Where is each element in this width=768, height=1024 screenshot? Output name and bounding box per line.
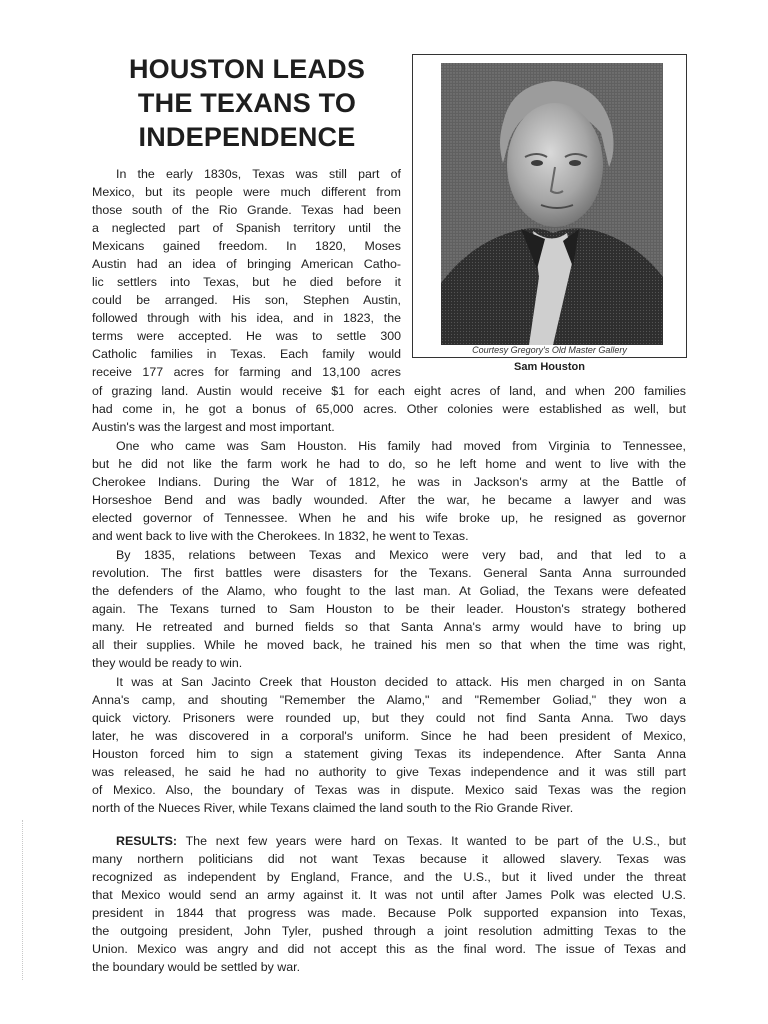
text-line: had come in, he got a bonus of 65,000 acres. Other colonies were established as well, but xyxy=(92,402,686,416)
text-line: It was at San Jacinto Creek that Houston decided to attack. His men charged in on Santa xyxy=(116,675,686,689)
text-line: Mexico, but its people were much different from xyxy=(92,185,401,199)
photo-credit: Courtesy Gregory's Old Master Gallery xyxy=(472,345,627,355)
text-line: they would be ready to win. xyxy=(92,656,243,670)
text-line: the boundary would be settled by war. xyxy=(92,960,301,974)
text-line: of Mexico. Also, the boundary of Texas was in dispute. Mexico said Texas was the region xyxy=(92,783,686,797)
text-line: receive 177 acres for farming and 13,100 acres xyxy=(92,365,401,379)
results-label: RESULTS: xyxy=(116,834,178,848)
text-line: Anna's camp, and shouting "Remember the Alamo," and "Remember Goliad," they won a xyxy=(92,693,686,707)
text-line: One who came was Sam Houston. His family had moved from Virginia to Tennessee, xyxy=(116,439,686,453)
text-line: was released, he said he had no authority to give Texas independence and it was still part xyxy=(92,765,686,779)
article-title xyxy=(88,52,406,154)
text-line: Cherokee Indians. During the War of 1812, he was in Jackson's army at the Battle of xyxy=(92,475,686,489)
text-line: recognized as independent by England, France, and the U.S., but it lived under the threat xyxy=(92,870,686,884)
text-line: lic settlers into Texas, but he died before it xyxy=(92,275,401,289)
text-line: a neglected part of Spanish territory until the xyxy=(92,221,401,235)
text-line: later, he was discovered in a corporal's uniform. Since he had been president of Mexico, xyxy=(92,729,686,743)
text-line: In the early 1830s, Texas was still part of xyxy=(116,167,401,181)
text-line: those south of the Rio Grande. Texas had been xyxy=(92,203,401,217)
text-line: Austin's was the largest and most important. xyxy=(92,420,335,434)
text-line: all their supplies. While he moved back, he trained his men so that when the time was right, xyxy=(92,638,686,652)
sam-houston-portrait xyxy=(441,63,663,345)
title-line-1: HOUSTON LEADS xyxy=(128,54,366,84)
text-line: and went back to live with the Cherokees. In 1832, he went to Texas. xyxy=(92,529,469,543)
text-line: elected governor of Tennessee. When he and his wife broke up, he resigned as governor xyxy=(92,511,686,525)
text-line: again. The Texans turned to Sam Houston to be their leader. Houston's strategy bothered xyxy=(92,602,686,616)
scan-artifact xyxy=(22,820,25,980)
text-line: Catholic families in Texas. Each family would xyxy=(92,347,401,361)
text-line: Union. Mexico was angry and did not accept this as the final word. The issue of Texas and xyxy=(92,942,686,956)
figure-caption: Sam Houston xyxy=(514,361,585,373)
text-line: many northern politicians did not want Texas because it allowed slavery. Texas was xyxy=(92,852,686,866)
results-first-text: The next few years were hard on Texas. It wanted to be part of the U.S., but xyxy=(185,834,687,848)
text-line: that Mexico would send an army against it. It was not until after James Polk was elected U.S. xyxy=(92,888,686,902)
portrait-figure xyxy=(412,54,687,358)
text-line: revolution. The first battles were disasters for the Texans. General Santa Anna surrounded xyxy=(92,566,686,580)
text-line: quick victory. Prisoners were rounded up, but they could not find Santa Anna. Two days xyxy=(92,711,686,725)
text-line: of grazing land. Austin would receive $1 for each eight acres of land, and when 200 families xyxy=(92,384,686,398)
results-first-line xyxy=(116,832,686,850)
text-line: Horseshoe Bend and was badly wounded. After the war, he became a lawyer and was xyxy=(92,493,686,507)
text-line: Mexicans gained freedom. In 1820, Moses xyxy=(92,239,401,253)
text-line: the defenders of the Alamo, who fought to the last man. At Goliad, the Texans were defeated xyxy=(92,584,686,598)
text-line: could be arranged. His son, Stephen Austin, xyxy=(92,293,401,307)
text-line: Houston forced him to sign a statement giving Texas its independence. After Santa Anna xyxy=(92,747,686,761)
text-line: president in 1844 that progress was made. Because Polk supported expansion into Texas, xyxy=(92,906,686,920)
text-line: followed through with his idea, and in 1823, the xyxy=(92,311,401,325)
text-line: terms were accepted. He was to settle 300 xyxy=(92,329,401,343)
text-line: the outgoing president, John Tyler, pushed through a joint resolution admitting Texas to the xyxy=(92,924,686,938)
text-line: By 1835, relations between Texas and Mexico were very bad, and that led to a xyxy=(116,548,686,562)
text-line: north of the Nueces River, while Texans claimed the land south to the Rio Grande River. xyxy=(92,801,574,815)
title-line-2: THE TEXANS TO xyxy=(137,88,357,118)
text-line: but he did not like the farm work he had to do, so he left home and went to live with the xyxy=(92,457,686,471)
text-line: Austin had an idea of bringing American Catho- xyxy=(92,257,401,271)
text-line: many. He retreated and burned fields so that Santa Anna's army would have to bring up xyxy=(92,620,686,634)
title-line-3: INDEPENDENCE xyxy=(138,122,356,152)
